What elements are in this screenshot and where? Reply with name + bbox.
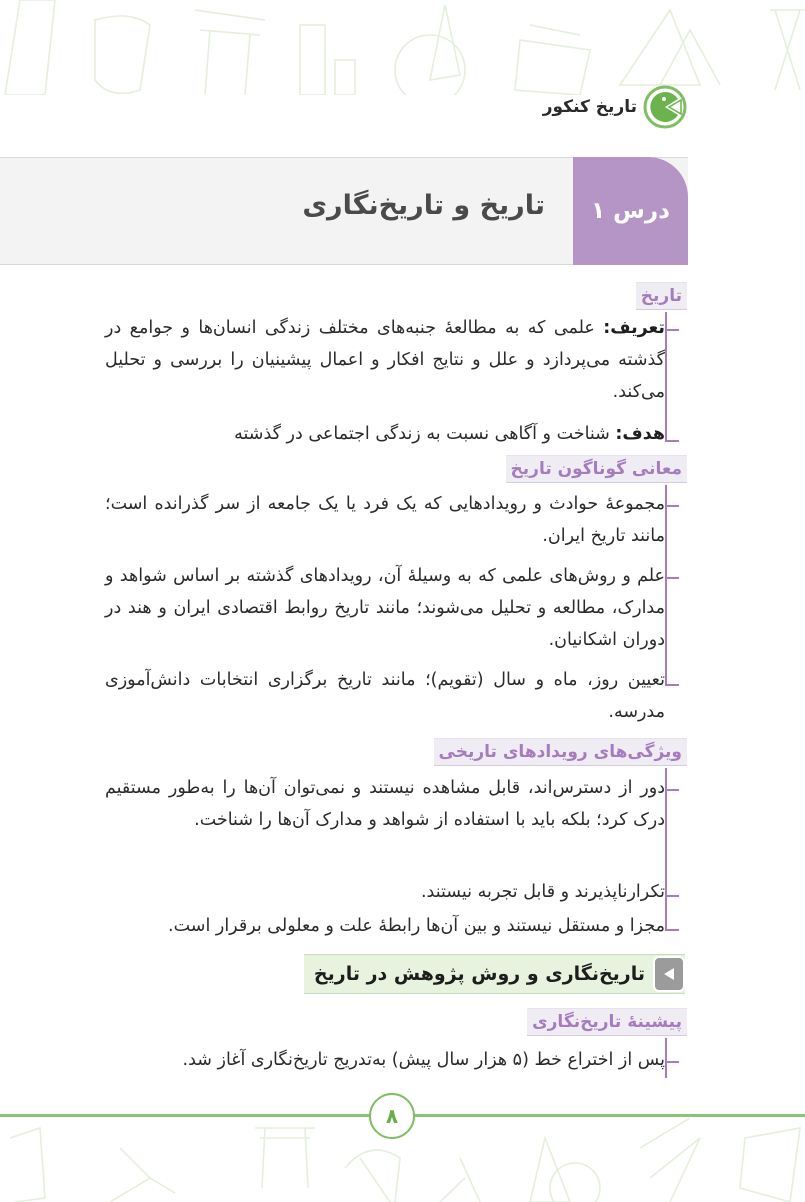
bullet-tick xyxy=(665,789,679,791)
play-arrow-icon xyxy=(653,956,685,992)
bracket-line xyxy=(665,312,667,442)
definition-paragraph xyxy=(105,312,665,408)
decorative-history-icons-top xyxy=(0,0,805,95)
characteristic-item: مجزا و مستقل نیستند و بین آن‌ها رابطهٔ علت و معلولی برقرار است. xyxy=(168,916,665,936)
meaning-item: تعیین روز، ماه و سال (تقویم)؛ مانند تاریخ برگزاری انتخابات دانش‌آموزی مدرسه. xyxy=(105,670,665,722)
subsection-title: تاریخ‌نگاری و روش پژوهش در تاریخ xyxy=(313,963,645,985)
bracket-line xyxy=(665,768,667,930)
goal-label: هدف: xyxy=(615,424,665,444)
section-heading-historiography-background: پیشینهٔ تاریخ‌نگاری xyxy=(527,1008,687,1036)
definition-label: تعریف: xyxy=(603,318,665,338)
bracket-line xyxy=(665,485,667,685)
bullet-tick xyxy=(665,895,679,897)
pacman-game-icon xyxy=(643,85,687,129)
bullet-tick xyxy=(665,577,679,579)
definition-text: علمی که به مطالعهٔ جنبه‌های مختلف زندگی انسان‌ها و جوامع در گذشته می‌پردازد و علل و نتایج افکار و اعمال پیشینیان را بررسی و تحلیل می‌کند. xyxy=(105,318,665,402)
characteristic-item: دور از دسترس‌اند، قابل مشاهده نیستند و نمی‌توان آن‌ها را به‌طور مستقیم درک کرد؛ بلکه باید با استفاده از شواهد و مدارک آن‌ها را شناخت. xyxy=(105,778,665,830)
page-number-text: ۸ xyxy=(385,1104,399,1128)
section-heading-meanings: معانی گوناگون تاریخ xyxy=(506,455,687,483)
brand-label: تاریخ کنکور xyxy=(542,97,637,117)
page-number xyxy=(369,1093,415,1139)
brand-header xyxy=(543,85,687,129)
goal-paragraph xyxy=(105,418,665,450)
section-heading-characteristics: ویژگی‌های رویدادهای تاریخی xyxy=(434,738,687,766)
bullet-tick xyxy=(665,1061,679,1063)
bullet-tick xyxy=(665,684,679,686)
subsection-header xyxy=(304,954,685,994)
meaning-item: علم و روش‌های علمی که به وسیلهٔ آن، رویدادهای گذشته بر اساس شواهد و مدارک، مطالعه و تحلیل می‌شوند؛ مانند تاریخ روابط اقتصادی ایران و هند در دوران اشکانیان. xyxy=(105,566,665,650)
lesson-number-tag xyxy=(573,157,688,265)
meaning-item: مجموعهٔ حوادث و رویدادهایی که یک فرد یا یک جامعه از سر گذرانده است؛ مانند تاریخ ایران. xyxy=(105,494,665,546)
characteristic-item: تکرارناپذیرند و قابل تجربه نیستند. xyxy=(420,882,665,902)
goal-text: شناخت و آگاهی نسبت به زندگی اجتماعی در گذشته xyxy=(234,424,616,444)
bullet-tick xyxy=(665,505,679,507)
bracket-line xyxy=(665,1038,667,1078)
bullet-tick xyxy=(665,329,679,331)
bullet-tick xyxy=(665,929,679,931)
lesson-number: درس ۱ xyxy=(591,198,670,224)
bullet-tick xyxy=(665,440,679,442)
lesson-title: تاریخ و تاریخ‌نگاری xyxy=(302,190,545,221)
section-heading-history: تاریخ xyxy=(636,282,687,310)
historiography-item: پس از اختراع خط (۵ هزار سال پیش) به‌تدریج تاریخ‌نگاری آغاز شد. xyxy=(182,1050,665,1070)
